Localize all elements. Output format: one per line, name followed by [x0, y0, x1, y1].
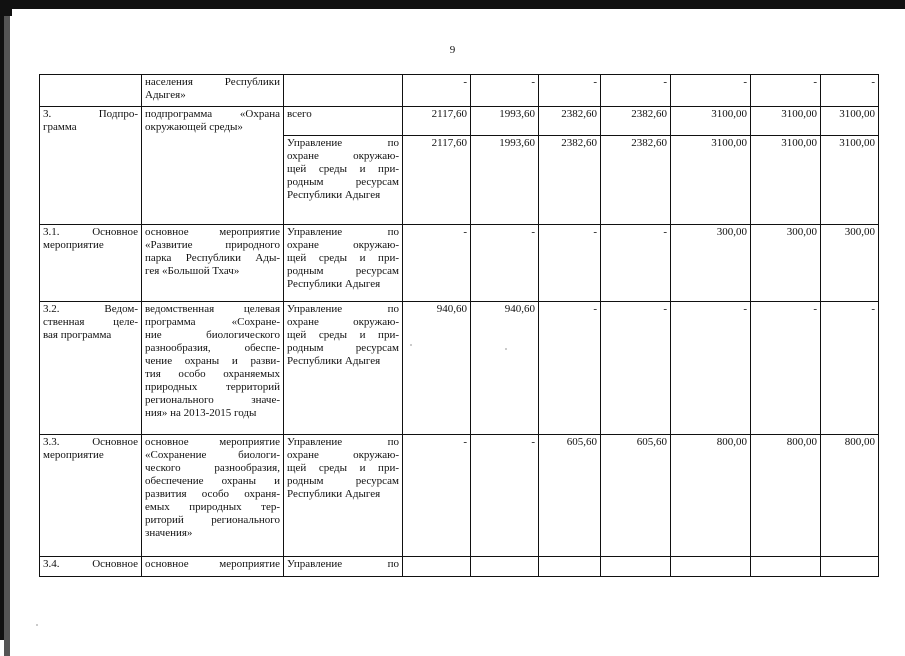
- budget-table: [39, 74, 879, 577]
- funding-value-cell: [403, 301, 471, 434]
- cell-text-line: ведомственная целевая: [145, 302, 280, 315]
- cell-text-line: Управление по: [287, 225, 399, 238]
- funding-value-cell: [403, 224, 471, 301]
- funding-value: 3100,00: [781, 136, 817, 149]
- funding-value: -: [593, 76, 597, 88]
- funding-value-cell: [671, 224, 751, 301]
- program-number-cell: [40, 434, 142, 556]
- cell-text-line: 3. Подпро-: [43, 108, 138, 120]
- scan-speck: [36, 624, 38, 626]
- funding-value: 940,60: [436, 302, 467, 315]
- executor-cell: [284, 75, 403, 107]
- cell-text-line: родным ресурсам: [287, 474, 399, 487]
- cell-text-line: развития особо охраня-: [145, 487, 280, 500]
- cell-text-line: Республики Адыгея: [287, 487, 381, 500]
- funding-value-cell: [671, 301, 751, 434]
- cell-text-line: разнообразия, обеспе-: [145, 341, 280, 354]
- executor-cell: [284, 135, 403, 224]
- funding-value-cell: [751, 107, 821, 136]
- cell-text-line: родным ресурсам: [287, 175, 399, 188]
- cell-text-line: основное мероприятие: [145, 435, 280, 448]
- funding-value-cell: [403, 75, 471, 107]
- funding-value: 800,00: [716, 435, 747, 448]
- funding-value-cell: [671, 75, 751, 107]
- funding-value-cell: [821, 301, 879, 434]
- cell-text-line: чение охраны и разви-: [145, 354, 280, 367]
- cell-text-line: обеспечение охраны и: [145, 474, 280, 487]
- funding-value-cell: [539, 135, 601, 224]
- cell-text-line: Республики Адыгея: [287, 188, 381, 201]
- cell-text-line: природных территорий: [145, 380, 280, 393]
- funding-value-cell: [751, 75, 821, 107]
- funding-value: -: [463, 76, 467, 88]
- cell-text-line: программа «Сохране-: [145, 315, 280, 328]
- program-name-cell: [142, 434, 284, 556]
- funding-value-cell: [601, 556, 671, 576]
- cell-text-line: Республики Адыгея: [287, 354, 381, 367]
- cell-text-line: Управление по: [287, 557, 399, 570]
- table-row: [40, 107, 879, 136]
- program-number-cell: [40, 224, 142, 301]
- executor-cell: [284, 434, 403, 556]
- cell-text-line: окружающей среды»: [145, 121, 243, 133]
- program-name-cell: [142, 107, 284, 136]
- funding-value-cell: [539, 556, 601, 576]
- funding-value: -: [463, 225, 467, 238]
- funding-value: -: [663, 302, 667, 315]
- funding-value: -: [743, 302, 747, 315]
- funding-value: 3100,00: [711, 108, 747, 120]
- cell-text-line: ственная целе-: [43, 315, 138, 328]
- table-row: [40, 301, 879, 434]
- funding-value-cell: [403, 135, 471, 224]
- funding-value-cell: [539, 224, 601, 301]
- funding-value-cell: [671, 434, 751, 556]
- cell-text-line: основное мероприятие: [145, 225, 280, 238]
- funding-value: 3100,00: [839, 108, 875, 120]
- funding-value: -: [813, 76, 817, 88]
- funding-value-cell: [821, 434, 879, 556]
- cell-text-line: мероприятие: [43, 448, 104, 461]
- funding-value-cell: [601, 434, 671, 556]
- funding-value: -: [663, 76, 667, 88]
- funding-value: -: [663, 225, 667, 238]
- cell-text-line: Управление по: [287, 435, 399, 448]
- funding-value-cell: [471, 224, 539, 301]
- funding-value: 300,00: [716, 225, 747, 238]
- program-name-cell: [142, 301, 284, 434]
- funding-value: -: [871, 76, 875, 88]
- funding-value-cell: [671, 135, 751, 224]
- cell-text-line: емых природных тер-: [145, 500, 280, 513]
- program-number-cell: [40, 556, 142, 576]
- cell-text-line: подпрограмма «Охрана: [145, 108, 280, 120]
- funding-value-cell: [821, 135, 879, 224]
- funding-value: 2382,60: [561, 108, 597, 120]
- program-name-cell: [142, 556, 284, 576]
- funding-value-cell: [751, 556, 821, 576]
- scan-edge-left-inner: [4, 16, 10, 656]
- cell-text-line: населения Республики: [145, 76, 280, 88]
- program-number-cell: [40, 301, 142, 434]
- funding-value: 940,60: [504, 302, 535, 315]
- funding-value: -: [593, 225, 597, 238]
- table-row: [40, 135, 879, 224]
- funding-value: -: [531, 435, 535, 448]
- funding-value: 605,60: [636, 435, 667, 448]
- funding-value-cell: [751, 434, 821, 556]
- funding-value: -: [531, 225, 535, 238]
- page-number: 9: [449, 44, 456, 56]
- program-name-cell: [142, 224, 284, 301]
- funding-value-cell: [821, 556, 879, 576]
- funding-value-cell: [539, 434, 601, 556]
- funding-value-cell: [821, 224, 879, 301]
- cell-text-line: гея «Большой Тхач»: [145, 264, 240, 277]
- cell-text-line: ческого разнообразия,: [145, 461, 280, 474]
- funding-value-cell: [471, 135, 539, 224]
- cell-text-line: щей среды и при-: [287, 162, 399, 175]
- cell-text-line: Республики Адыгея: [287, 277, 381, 290]
- cell-text-line: регионального значе-: [145, 393, 280, 406]
- funding-value: 2382,60: [631, 136, 667, 149]
- cell-text-line: родным ресурсам: [287, 264, 399, 277]
- table-row: [40, 556, 879, 576]
- funding-value-cell: [601, 135, 671, 224]
- funding-value: 3100,00: [781, 108, 817, 120]
- funding-value-cell: [601, 75, 671, 107]
- cell-text-line: тия особо охраняемых: [145, 367, 280, 380]
- funding-value-cell: [821, 75, 879, 107]
- funding-value: 2382,60: [561, 136, 597, 149]
- funding-value-cell: [403, 107, 471, 136]
- cell-text-line: риторий регионального: [145, 513, 280, 526]
- funding-value: 800,00: [786, 435, 817, 448]
- executor-cell: [284, 224, 403, 301]
- program-number-cell: [40, 135, 142, 224]
- cell-text-line: охране окружаю-: [287, 315, 399, 328]
- table-row: [40, 224, 879, 301]
- funding-value: 2117,60: [431, 136, 467, 149]
- program-name-cell: [142, 75, 284, 107]
- cell-text-line: щей среды и при-: [287, 461, 399, 474]
- funding-value: 605,60: [566, 435, 597, 448]
- funding-value: -: [593, 302, 597, 315]
- funding-value: -: [813, 302, 817, 315]
- funding-value-cell: [403, 434, 471, 556]
- funding-value-cell: [601, 107, 671, 136]
- program-name-cell: [142, 135, 284, 224]
- cell-text-line: грамма: [43, 121, 77, 133]
- cell-text-line: парка Республики Ады-: [145, 251, 280, 264]
- cell-text-line: ния» на 2013-2015 годы: [145, 406, 257, 419]
- funding-value-cell: [601, 301, 671, 434]
- cell-text-line: 3.1. Основное: [43, 225, 138, 238]
- table-row: [40, 434, 879, 556]
- funding-value-cell: [471, 556, 539, 576]
- funding-value-cell: [403, 556, 471, 576]
- cell-text-line: мероприятие: [43, 238, 104, 251]
- cell-text-line: Управление по: [287, 302, 399, 315]
- funding-value-cell: [751, 224, 821, 301]
- cell-text-line: 3.3. Основное: [43, 435, 138, 448]
- executor-cell: [284, 107, 403, 136]
- funding-value: 300,00: [844, 225, 875, 238]
- scan-speck: [410, 344, 412, 346]
- funding-value-cell: [751, 135, 821, 224]
- funding-value: -: [871, 302, 875, 315]
- scan-edge-top-inner: [12, 9, 905, 21]
- funding-value-cell: [471, 75, 539, 107]
- cell-text-line: щей среды и при-: [287, 328, 399, 341]
- funding-value-cell: [539, 301, 601, 434]
- funding-value-cell: [751, 301, 821, 434]
- funding-value-cell: [671, 556, 751, 576]
- funding-value: 3100,00: [839, 136, 875, 149]
- cell-text-line: основное мероприятие: [145, 557, 280, 570]
- table-row: [40, 75, 879, 107]
- executor-cell: [284, 556, 403, 576]
- cell-text-line: родным ресурсам: [287, 341, 399, 354]
- cell-text-line: щей среды и при-: [287, 251, 399, 264]
- funding-value: 2382,60: [631, 108, 667, 120]
- cell-text-line: всего: [287, 108, 312, 120]
- funding-value: 1993,60: [499, 136, 535, 149]
- cell-text-line: Адыгея»: [145, 89, 186, 101]
- cell-text-line: значения»: [145, 526, 193, 539]
- funding-value-cell: [539, 75, 601, 107]
- cell-text-line: 3.4. Основное: [43, 557, 138, 570]
- funding-value-cell: [671, 107, 751, 136]
- funding-value: -: [463, 435, 467, 448]
- cell-text-line: вая программа: [43, 328, 112, 341]
- cell-text-line: ние биологического: [145, 328, 280, 341]
- scan-speck: [505, 348, 507, 350]
- funding-value: 1993,60: [499, 108, 535, 120]
- executor-cell: [284, 301, 403, 434]
- cell-text-line: охране окружаю-: [287, 448, 399, 461]
- funding-value-cell: [471, 434, 539, 556]
- funding-value: 2117,60: [431, 108, 467, 120]
- cell-text-line: Управление по: [287, 136, 399, 149]
- funding-value-cell: [471, 107, 539, 136]
- funding-value-cell: [601, 224, 671, 301]
- cell-text-line: охране окружаю-: [287, 238, 399, 251]
- program-number-cell: [40, 75, 142, 107]
- cell-text-line: 3.2. Ведом-: [43, 302, 138, 315]
- funding-value: 800,00: [844, 435, 875, 448]
- cell-text-line: «Развитие природного: [145, 238, 280, 251]
- program-number-cell: [40, 107, 142, 136]
- cell-text-line: «Сохранение биологи-: [145, 448, 280, 461]
- funding-value: 300,00: [786, 225, 817, 238]
- funding-value-cell: [471, 301, 539, 434]
- funding-value: -: [531, 76, 535, 88]
- funding-value-cell: [539, 107, 601, 136]
- funding-value-cell: [821, 107, 879, 136]
- cell-text-line: охране окружаю-: [287, 149, 399, 162]
- funding-value: 3100,00: [711, 136, 747, 149]
- funding-value: -: [743, 76, 747, 88]
